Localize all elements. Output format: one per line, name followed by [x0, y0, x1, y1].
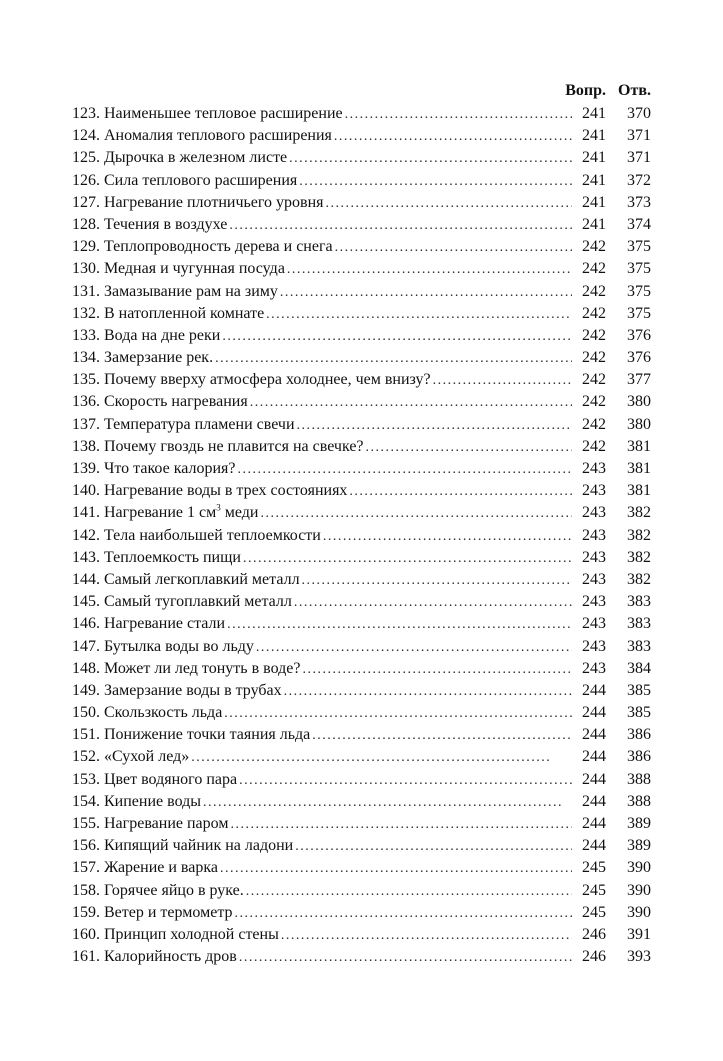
dot-leader: [312, 725, 572, 747]
entry-title: [100, 303, 264, 325]
entry-number: 146.: [72, 615, 100, 633]
entry-number: 131.: [72, 282, 100, 300]
toc-row: [72, 192, 651, 214]
question-page: 244: [582, 792, 606, 810]
toc-row: [72, 436, 651, 458]
entry-title-text: Температура пламени свечи: [104, 415, 295, 433]
toc-row: [72, 347, 651, 369]
dot-leader: [239, 770, 572, 792]
question-page: 242: [582, 282, 606, 300]
entry-title: [100, 902, 233, 924]
toc-row: [72, 791, 651, 813]
toc-row: [72, 746, 651, 768]
answer-page: 386: [627, 748, 651, 766]
toc-row: [72, 835, 651, 857]
toc-row: [72, 125, 651, 147]
answer-page: 389: [627, 815, 651, 832]
entry-number: 129.: [72, 238, 100, 256]
toc-row: [72, 680, 651, 702]
entry-title: [100, 281, 278, 303]
toc-row: [72, 813, 651, 835]
answer-page: 377: [627, 371, 651, 389]
dot-leader: [345, 104, 572, 126]
entry-title: [100, 458, 236, 480]
answer-page: 385: [627, 704, 651, 722]
entry-title-text: Нагревание паром: [104, 815, 229, 832]
question-page: 241: [582, 105, 606, 122]
question-page: 243: [582, 526, 606, 544]
entry-number: 141.: [72, 504, 100, 522]
answer-page: 375: [627, 238, 651, 256]
dot-leader: [302, 659, 572, 681]
toc-row: [72, 880, 651, 902]
answer-page: 391: [627, 925, 651, 943]
entry-title: [100, 569, 300, 591]
entry-title-text: Вода на дне реки: [104, 326, 221, 344]
answer-page: 372: [627, 171, 651, 189]
dot-leader: [302, 570, 572, 592]
toc-row: [72, 769, 651, 791]
answer-page: 371: [627, 149, 651, 167]
entry-title-text: Скользкость льда: [104, 704, 223, 722]
toc-row: [72, 480, 651, 502]
entry-title: [100, 436, 364, 458]
entry-title: [100, 192, 324, 214]
entry-title: [100, 680, 282, 702]
entry-number: 124.: [72, 127, 100, 145]
entry-title-superscript: 3: [216, 503, 221, 514]
answer-page: 390: [627, 881, 651, 899]
dot-leader: [227, 614, 572, 636]
question-page: 241: [582, 171, 606, 189]
answer-page: 376: [627, 349, 651, 367]
entry-number: 153.: [72, 770, 100, 788]
question-page: 243: [582, 593, 606, 611]
dot-leader: [239, 947, 572, 969]
toc-row: [72, 902, 651, 924]
entry-title: [100, 658, 300, 680]
toc-row: [72, 170, 651, 192]
toc-row: [72, 591, 651, 613]
dot-leader: [250, 392, 572, 414]
dot-leader: [246, 881, 572, 903]
entry-title-suffix: меди: [220, 504, 259, 522]
entry-number: 144.: [72, 570, 100, 588]
answer-page: 393: [627, 948, 651, 966]
entry-title: [100, 502, 258, 524]
entry-title-text: Может ли лед тонуть в воде?: [104, 659, 301, 677]
entry-title-text: Скорость нагревания: [104, 393, 248, 411]
entry-title: [100, 636, 254, 658]
entry-number: 156.: [72, 837, 100, 855]
entry-title-text: Понижение точки таяния льда: [104, 726, 311, 744]
question-page: 243: [582, 460, 606, 477]
answer-page: 376: [627, 326, 651, 344]
entry-title-text: Самый легкоплавкий металл: [104, 570, 300, 588]
entry-title: [100, 214, 227, 236]
entry-title-text: Теплопроводность дерева и снега: [104, 238, 333, 256]
dot-leader: [294, 592, 572, 614]
entry-title: [100, 880, 244, 902]
entry-title-text: Нагревание плотничьего уровня: [104, 193, 324, 211]
dot-leader: [299, 171, 572, 193]
entry-number: 155.: [72, 815, 100, 832]
entry-title: [100, 791, 201, 813]
question-page: 242: [582, 326, 606, 344]
entry-number: 126.: [72, 171, 100, 189]
answer-page: 383: [627, 615, 651, 633]
entry-title: [100, 391, 248, 413]
question-page: 242: [582, 238, 606, 256]
question-page: 245: [582, 903, 606, 921]
question-page: 243: [582, 570, 606, 588]
answer-page: 380: [627, 415, 651, 433]
dot-leader: [224, 703, 572, 725]
question-page: 241: [582, 215, 606, 233]
entry-number: 150.: [72, 704, 100, 722]
dot-leader: [323, 526, 572, 548]
entry-number: 152.: [72, 748, 100, 766]
entry-title-text: Ветер и термометр: [104, 903, 233, 921]
answer-page: 370: [627, 105, 651, 122]
toc-row: [72, 236, 651, 258]
entry-number: 143.: [72, 548, 100, 566]
toc-row: [72, 547, 651, 569]
question-page: 242: [582, 437, 606, 455]
toc-row: [72, 147, 651, 169]
dot-leader: [289, 148, 572, 170]
entry-number: 154.: [72, 792, 100, 810]
toc-row: [72, 946, 651, 968]
entry-title-text: Дырочка в железном листе: [104, 149, 288, 167]
question-page: 244: [582, 726, 606, 744]
question-page: 244: [582, 681, 606, 699]
answer-page: 384: [627, 659, 651, 677]
entry-title: [100, 347, 213, 369]
toc-row: [72, 658, 651, 680]
dot-leader: [295, 836, 572, 858]
dot-leader: [287, 259, 572, 281]
dot-leader: [334, 126, 572, 148]
table-of-contents: [72, 79, 651, 968]
answer-page: 383: [627, 637, 651, 655]
answer-page: 390: [627, 903, 651, 921]
toc-row: [72, 303, 651, 325]
entry-title: [100, 258, 285, 280]
answer-page: 389: [627, 837, 651, 855]
entry-number: 127.: [72, 193, 100, 211]
entry-number: 147.: [72, 637, 100, 655]
dot-leader: [349, 481, 572, 503]
answer-page: 373: [627, 193, 651, 211]
dot-leader: [326, 193, 572, 215]
entry-title-text: Принцип холодной стены: [104, 925, 279, 943]
entry-number: 160.: [72, 925, 100, 943]
entry-title-text: Цвет водяного пара: [104, 770, 238, 788]
toc-row: [72, 258, 651, 280]
question-page: 242: [582, 304, 606, 322]
answer-page: 383: [627, 593, 651, 611]
entry-title: [100, 702, 222, 724]
dot-leader: [335, 237, 572, 259]
entry-title-text: Бутылка воды во льду: [104, 637, 254, 655]
entry-title: [100, 547, 241, 569]
answer-page: 374: [627, 215, 651, 233]
toc-row: [72, 636, 651, 658]
dot-leader: [203, 792, 572, 814]
toc-row: [72, 369, 651, 391]
entry-title-text: Нагревание воды в трех состояниях: [104, 482, 348, 500]
answer-page: 385: [627, 681, 651, 699]
toc-row: [72, 613, 651, 635]
answer-page: 382: [627, 526, 651, 544]
answer-page: 388: [627, 770, 651, 788]
answer-column-header: Отв.: [618, 82, 651, 99]
entry-number: 133.: [72, 326, 100, 344]
answer-page: 382: [627, 548, 651, 566]
toc-row: [72, 525, 651, 547]
question-page: 244: [582, 837, 606, 855]
entry-title: [100, 170, 297, 192]
entry-title: [100, 103, 343, 125]
entry-title: [100, 813, 228, 835]
entry-title-text: Течения в воздухе: [104, 215, 228, 233]
entry-title: [100, 857, 218, 879]
question-page: 242: [582, 415, 606, 433]
dot-leader: [260, 503, 572, 525]
entry-number: 136.: [72, 393, 100, 411]
entry-number: 139.: [72, 460, 100, 477]
entry-title-text: Медная и чугунная посуда: [104, 260, 285, 278]
entry-title: [100, 325, 220, 347]
toc-row: [72, 702, 651, 724]
dot-leader: [243, 548, 572, 570]
entry-title: [100, 369, 431, 391]
entry-number: 148.: [72, 659, 100, 677]
entry-title: [100, 480, 347, 502]
entry-title-text: «Сухой лед»: [104, 748, 190, 766]
entry-title-text: Наименьшее тепловое расширение: [104, 105, 343, 122]
entry-title-text: Самый тугоплавкий металл: [104, 593, 292, 611]
entry-number: 142.: [72, 526, 100, 544]
answer-page: 381: [627, 482, 651, 500]
question-page: 243: [582, 659, 606, 677]
question-page: 243: [582, 615, 606, 633]
entry-title-text: Тела наибольшей теплоемкости: [104, 526, 321, 544]
question-page: 243: [582, 637, 606, 655]
dot-leader: [229, 215, 572, 237]
answer-page: 371: [627, 127, 651, 145]
entry-title-text: Почему вверху атмосфера холоднее, чем внизу?: [104, 371, 431, 389]
column-headers: [72, 79, 651, 103]
answer-page: 375: [627, 260, 651, 278]
entry-title-text: Сила теплового расширения: [104, 171, 298, 189]
answer-page: 380: [627, 393, 651, 411]
entry-title-text: Калорийность дров: [104, 948, 237, 966]
entry-number: 138.: [72, 437, 100, 455]
dot-leader: [256, 637, 572, 659]
entry-number: 134.: [72, 349, 100, 367]
dot-leader: [222, 326, 572, 348]
answer-page: 381: [627, 437, 651, 455]
entry-title-text: Теплоемкость пищи: [104, 548, 241, 566]
answer-page: 382: [627, 570, 651, 588]
entry-number: 158.: [72, 881, 100, 899]
entry-title: [100, 835, 293, 857]
question-page: 244: [582, 770, 606, 788]
entry-title-text: В натопленной комнате: [104, 304, 265, 322]
answer-page: 375: [627, 304, 651, 322]
answer-page: 375: [627, 282, 651, 300]
entry-title-text: Кипение воды: [104, 792, 201, 810]
question-page: 241: [582, 149, 606, 167]
answer-page: 386: [627, 726, 651, 744]
question-page: 242: [582, 371, 606, 389]
dot-leader: [215, 348, 572, 370]
toc-row: [72, 857, 651, 879]
dot-leader: [281, 925, 572, 947]
question-page: 245: [582, 881, 606, 899]
entry-title-text: Замерзание воды в трубах: [104, 681, 282, 699]
entry-number: 135.: [72, 371, 100, 389]
toc-row: [72, 281, 651, 303]
entry-number: 125.: [72, 149, 100, 167]
entry-number: 140.: [72, 482, 100, 500]
dot-leader: [366, 437, 572, 459]
toc-row: [72, 569, 651, 591]
toc-row: [72, 103, 651, 125]
toc-row: [72, 458, 651, 480]
question-page: 242: [582, 393, 606, 411]
entry-number: 132.: [72, 304, 100, 322]
entry-number: 149.: [72, 681, 100, 699]
entry-title: [100, 414, 295, 436]
question-page: 241: [582, 193, 606, 211]
entry-title-text: Нагревание стали: [104, 615, 226, 633]
toc-row: [72, 724, 651, 746]
entry-number: 137.: [72, 415, 100, 433]
toc-row: [72, 214, 651, 236]
dot-leader: [238, 459, 572, 481]
entry-title-text: Почему гвоздь не плавится на свечке?: [104, 437, 364, 455]
toc-row: [72, 924, 651, 946]
answer-page: 381: [627, 460, 651, 477]
entry-number: 161.: [72, 948, 100, 966]
dot-leader: [220, 858, 572, 880]
question-page: 244: [582, 748, 606, 766]
entry-number: 151.: [72, 726, 100, 744]
toc-row: [72, 325, 651, 347]
dot-leader: [191, 747, 572, 769]
dot-leader: [297, 415, 573, 437]
entry-title: [100, 769, 237, 791]
question-page: 244: [582, 704, 606, 722]
toc-row: [72, 502, 651, 524]
entry-title-text: Замазывание рам на зиму: [104, 282, 278, 300]
question-page: 242: [582, 260, 606, 278]
question-page: 243: [582, 482, 606, 500]
entry-title: [100, 525, 321, 547]
dot-leader: [266, 304, 572, 326]
toc-row: [72, 391, 651, 413]
entry-number: 128.: [72, 215, 100, 233]
question-page: 246: [582, 925, 606, 943]
entry-title: [100, 613, 225, 635]
question-page: 243: [582, 504, 606, 522]
answer-page: 382: [627, 504, 651, 522]
question-page: 241: [582, 127, 606, 145]
question-page: 243: [582, 548, 606, 566]
question-page: 242: [582, 349, 606, 367]
entry-title: [100, 125, 332, 147]
question-page: 246: [582, 948, 606, 966]
question-column-header: Вопр.: [565, 82, 606, 99]
entry-title: [100, 591, 292, 613]
entry-number: 123.: [72, 105, 100, 122]
entry-title-text: Аномалия теплового расширения: [104, 127, 332, 145]
entry-title-text: Горячее яйцо в руке.: [104, 881, 244, 899]
entry-number: 145.: [72, 593, 100, 611]
entry-title-text: Что такое калория?: [104, 460, 236, 477]
entry-title-text: Нагревание 1 см: [104, 504, 217, 522]
dot-leader: [235, 903, 572, 925]
entry-title-text: Кипящий чайник на ладони: [104, 837, 294, 855]
entry-title: [100, 724, 310, 746]
entry-title: [100, 236, 333, 258]
entry-title: [100, 147, 287, 169]
toc-row: [72, 414, 651, 436]
answer-page: 388: [627, 792, 651, 810]
entry-title: [100, 946, 237, 968]
dot-leader: [284, 681, 572, 703]
dot-leader: [280, 282, 572, 304]
dot-leader: [433, 370, 572, 392]
question-page: 245: [582, 859, 606, 877]
entry-title-text: Замерзание рек.: [104, 349, 214, 367]
entry-number: 159.: [72, 903, 100, 921]
entry-title-text: Жарение и варка: [104, 859, 219, 877]
entry-title: [100, 924, 279, 946]
entry-title: [100, 746, 189, 768]
answer-page: 390: [627, 859, 651, 877]
dot-leader: [230, 814, 572, 836]
toc-entries: [72, 103, 651, 968]
question-page: 244: [582, 815, 606, 832]
entry-number: 130.: [72, 260, 100, 278]
entry-number: 157.: [72, 859, 100, 877]
